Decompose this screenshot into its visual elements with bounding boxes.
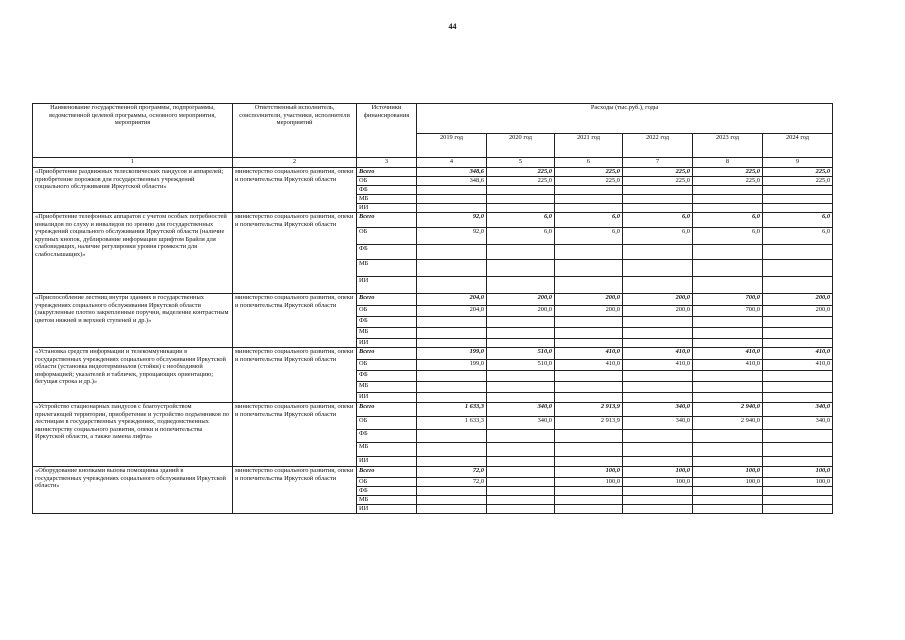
amount-cell <box>417 487 487 496</box>
amount-cell: 348,6 <box>417 177 487 186</box>
amount-cell <box>487 505 555 514</box>
amount-cell: 6,0 <box>623 228 693 245</box>
funding-source: Всего <box>357 168 417 177</box>
funding-source: ИИ <box>357 457 417 467</box>
amount-cell <box>555 457 623 467</box>
amount-cell: 410,0 <box>555 360 623 371</box>
amount-cell: 225,0 <box>763 177 833 186</box>
header-year: 2024 год <box>763 134 833 158</box>
amount-cell <box>623 204 693 213</box>
funding-source: ОБ <box>357 177 417 186</box>
funding-source: МБ <box>357 496 417 505</box>
amount-cell <box>623 317 693 328</box>
amount-cell <box>555 371 623 382</box>
table-row <box>33 348 833 360</box>
amount-cell <box>417 457 487 467</box>
amount-cell <box>623 371 693 382</box>
amount-cell <box>623 245 693 260</box>
amount-cell <box>555 204 623 213</box>
amount-cell: 100,0 <box>623 478 693 487</box>
amount-cell <box>487 277 555 294</box>
amount-cell <box>693 277 763 294</box>
amount-cell <box>763 393 833 403</box>
executor: министерство социального развития, опеки и попечительства Иркутской области <box>233 403 357 467</box>
funding-source: Всего <box>357 403 417 417</box>
amount-cell <box>555 443 623 457</box>
funding-source: МБ <box>357 443 417 457</box>
header-year: 2020 год <box>487 134 555 158</box>
amount-cell: 200,0 <box>763 306 833 317</box>
amount-cell: 700,0 <box>693 306 763 317</box>
amount-cell <box>555 245 623 260</box>
amount-cell <box>417 430 487 443</box>
amount-cell <box>763 339 833 348</box>
amount-cell: 200,0 <box>763 294 833 306</box>
amount-cell <box>763 487 833 496</box>
funding-source: ОБ <box>357 417 417 430</box>
amount-cell: 100,0 <box>693 478 763 487</box>
amount-cell: 410,0 <box>763 360 833 371</box>
funding-source: ИИ <box>357 204 417 213</box>
amount-cell <box>693 204 763 213</box>
table-row <box>33 168 833 177</box>
amount-cell <box>555 339 623 348</box>
amount-cell <box>417 277 487 294</box>
amount-cell: 2 913,9 <box>555 417 623 430</box>
amount-cell: 225,0 <box>623 168 693 177</box>
amount-cell: 72,0 <box>417 478 487 487</box>
amount-cell: 72,0 <box>417 467 487 478</box>
amount-cell <box>417 505 487 514</box>
amount-cell <box>763 457 833 467</box>
amount-cell <box>693 328 763 339</box>
amount-cell <box>693 505 763 514</box>
amount-cell <box>487 371 555 382</box>
funding-source: ОБ <box>357 478 417 487</box>
activity-name: «Приобретение раздвижных телескопических пандусов и аппарелей; приобретение порожков для государственных учреждений социального обслуживания Иркутской области» <box>33 168 233 213</box>
funding-source: Всего <box>357 213 417 228</box>
header-name: Наименование государственной программы, подпрограммы, ведомственной целевой программы, основного мероприятия, мероприятия <box>33 104 233 158</box>
funding-source: ФБ <box>357 430 417 443</box>
amount-cell <box>623 393 693 403</box>
funding-source: ИИ <box>357 505 417 514</box>
amount-cell <box>623 195 693 204</box>
column-number: 8 <box>693 158 763 168</box>
amount-cell <box>487 186 555 195</box>
table-row <box>33 467 833 478</box>
amount-cell: 6,0 <box>555 228 623 245</box>
amount-cell <box>417 371 487 382</box>
amount-cell <box>487 317 555 328</box>
amount-cell: 410,0 <box>623 348 693 360</box>
amount-cell: 410,0 <box>623 360 693 371</box>
amount-cell <box>487 382 555 393</box>
amount-cell: 225,0 <box>693 177 763 186</box>
amount-cell: 1 633,3 <box>417 403 487 417</box>
funding-source: МБ <box>357 328 417 339</box>
column-number: 4 <box>417 158 487 168</box>
amount-cell: 225,0 <box>555 177 623 186</box>
amount-cell <box>417 443 487 457</box>
amount-cell <box>487 467 555 478</box>
funding-source: ФБ <box>357 186 417 195</box>
amount-cell: 700,0 <box>693 294 763 306</box>
amount-cell: 340,0 <box>763 403 833 417</box>
executor: министерство социального развития, опеки и попечительства Иркутской области <box>233 213 357 294</box>
funding-source: ИИ <box>357 393 417 403</box>
amount-cell: 6,0 <box>693 228 763 245</box>
amount-cell <box>623 457 693 467</box>
header-source: Источники финансирования <box>357 104 417 158</box>
amount-cell <box>555 317 623 328</box>
amount-cell: 6,0 <box>763 213 833 228</box>
column-number: 3 <box>357 158 417 168</box>
amount-cell <box>555 382 623 393</box>
amount-cell <box>693 443 763 457</box>
column-number: 7 <box>623 158 693 168</box>
amount-cell: 199,0 <box>417 348 487 360</box>
amount-cell: 200,0 <box>623 306 693 317</box>
header-year: 2022 год <box>623 134 693 158</box>
amount-cell <box>555 186 623 195</box>
amount-cell <box>763 204 833 213</box>
amount-cell: 1 633,3 <box>417 417 487 430</box>
amount-cell <box>555 487 623 496</box>
amount-cell <box>623 277 693 294</box>
amount-cell <box>763 443 833 457</box>
amount-cell: 6,0 <box>693 213 763 228</box>
amount-cell <box>693 487 763 496</box>
amount-cell <box>693 245 763 260</box>
amount-cell: 225,0 <box>487 177 555 186</box>
amount-cell <box>417 186 487 195</box>
amount-cell <box>693 430 763 443</box>
amount-cell <box>487 478 555 487</box>
amount-cell <box>487 245 555 260</box>
amount-cell: 340,0 <box>487 403 555 417</box>
funding-source: МБ <box>357 382 417 393</box>
amount-cell <box>555 430 623 443</box>
activity-name: «Оборудование кнопками вызова помощника зданий в государственных учреждениях социального обслуживания Иркутской области» <box>33 467 233 514</box>
amount-cell <box>763 195 833 204</box>
amount-cell: 225,0 <box>623 177 693 186</box>
amount-cell: 340,0 <box>763 417 833 430</box>
header-year: 2019 год <box>417 134 487 158</box>
amount-cell: 100,0 <box>763 478 833 487</box>
amount-cell <box>623 328 693 339</box>
amount-cell: 410,0 <box>763 348 833 360</box>
funding-source: ФБ <box>357 371 417 382</box>
amount-cell: 2 940,0 <box>693 417 763 430</box>
funding-source: ФБ <box>357 317 417 328</box>
budget-table <box>32 103 833 514</box>
amount-cell: 410,0 <box>693 360 763 371</box>
amount-cell <box>623 260 693 277</box>
amount-cell <box>763 505 833 514</box>
amount-cell: 200,0 <box>487 294 555 306</box>
activity-name: «Приобретение телефонных аппаратов с учетом особых потребностей инвалидов по слуху и инвалидов по зрению для государственных учреждений социального обслуживания Иркутской области (наличие крупных кнопок, дублирование информации шрифтом Брайля для слабовидящих, наличие регулировки уровня громкости для слабослышащих)» <box>33 213 233 294</box>
amount-cell: 200,0 <box>555 294 623 306</box>
amount-cell <box>555 195 623 204</box>
funding-source: Всего <box>357 348 417 360</box>
executor: министерство социального развития, опеки и попечительства Иркутской области <box>233 294 357 348</box>
table-row <box>33 403 833 417</box>
amount-cell <box>487 260 555 277</box>
funding-source: ИИ <box>357 339 417 348</box>
amount-cell: 510,0 <box>487 360 555 371</box>
amount-cell: 225,0 <box>693 168 763 177</box>
amount-cell <box>693 317 763 328</box>
column-number: 2 <box>233 158 357 168</box>
amount-cell <box>693 186 763 195</box>
amount-cell: 225,0 <box>555 168 623 177</box>
amount-cell: 6,0 <box>623 213 693 228</box>
amount-cell: 6,0 <box>555 213 623 228</box>
amount-cell <box>763 277 833 294</box>
page-number: 44 <box>448 22 457 31</box>
funding-source: ОБ <box>357 228 417 245</box>
amount-cell <box>623 430 693 443</box>
amount-cell: 100,0 <box>555 467 623 478</box>
header-year: 2023 год <box>693 134 763 158</box>
amount-cell: 200,0 <box>555 306 623 317</box>
column-number: 5 <box>487 158 555 168</box>
amount-cell <box>763 371 833 382</box>
amount-cell <box>555 328 623 339</box>
amount-cell: 204,0 <box>417 306 487 317</box>
amount-cell: 200,0 <box>623 294 693 306</box>
amount-cell <box>693 496 763 505</box>
amount-cell <box>417 382 487 393</box>
amount-cell <box>417 260 487 277</box>
amount-cell: 6,0 <box>487 213 555 228</box>
amount-cell <box>417 339 487 348</box>
header-year: 2021 год <box>555 134 623 158</box>
amount-cell <box>693 260 763 277</box>
amount-cell: 2 940,0 <box>693 403 763 417</box>
amount-cell: 340,0 <box>623 417 693 430</box>
amount-cell <box>487 430 555 443</box>
table-row <box>33 294 833 306</box>
amount-cell <box>623 505 693 514</box>
funding-source: МБ <box>357 260 417 277</box>
amount-cell <box>693 393 763 403</box>
amount-cell: 340,0 <box>623 403 693 417</box>
amount-cell: 2 913,9 <box>555 403 623 417</box>
amount-cell <box>623 339 693 348</box>
header-expenses: Расходы (тыс.руб.), годы <box>417 104 833 134</box>
amount-cell <box>417 328 487 339</box>
amount-cell <box>623 186 693 195</box>
column-number: 1 <box>33 158 233 168</box>
amount-cell: 100,0 <box>623 467 693 478</box>
amount-cell <box>487 457 555 467</box>
executor: министерство социального развития, опеки и попечительства Иркутской области <box>233 168 357 213</box>
funding-source: ФБ <box>357 245 417 260</box>
amount-cell <box>623 496 693 505</box>
funding-source: ОБ <box>357 306 417 317</box>
executor: министерство социального развития, опеки и попечительства Иркутской области <box>233 348 357 403</box>
amount-cell <box>693 457 763 467</box>
amount-cell <box>555 393 623 403</box>
amount-cell <box>487 487 555 496</box>
amount-cell <box>763 430 833 443</box>
amount-cell: 204,0 <box>417 294 487 306</box>
amount-cell <box>417 204 487 213</box>
funding-source: Всего <box>357 294 417 306</box>
amount-cell: 510,0 <box>487 348 555 360</box>
amount-cell: 410,0 <box>693 348 763 360</box>
activity-name: «Установка средств информации и телекоммуникации в государственных учреждениях социального обслуживания Иркутской области (установка видеотерминалов (стойки) с необходимой информацией; указателей и табличек, упрощающих ориентацию; бегущая строка и др.)» <box>33 348 233 403</box>
amount-cell: 340,0 <box>487 417 555 430</box>
amount-cell <box>763 328 833 339</box>
amount-cell: 225,0 <box>487 168 555 177</box>
amount-cell: 100,0 <box>763 467 833 478</box>
amount-cell <box>417 195 487 204</box>
amount-cell <box>487 195 555 204</box>
amount-cell <box>487 339 555 348</box>
funding-source: ИИ <box>357 277 417 294</box>
funding-source: ФБ <box>357 487 417 496</box>
amount-cell <box>487 443 555 457</box>
amount-cell <box>623 443 693 457</box>
amount-cell <box>623 382 693 393</box>
amount-cell <box>417 317 487 328</box>
amount-cell: 410,0 <box>555 348 623 360</box>
amount-cell <box>763 496 833 505</box>
funding-source: ОБ <box>357 360 417 371</box>
amount-cell <box>693 371 763 382</box>
amount-cell: 92,0 <box>417 228 487 245</box>
amount-cell <box>763 245 833 260</box>
amount-cell <box>763 382 833 393</box>
amount-cell <box>555 496 623 505</box>
amount-cell <box>417 496 487 505</box>
header-executor: Ответственный исполнитель, соисполнители, участники, исполнители мероприятий <box>233 104 357 158</box>
amount-cell <box>487 393 555 403</box>
activity-name: «Приспособление лестниц внутри зданиях в государственных учреждениях социального обслуживания Иркутской области (закругленные плотно закрепленные поручни, выделение контрастным цветом нижней и верхней ступеней и др.)» <box>33 294 233 348</box>
amount-cell <box>693 195 763 204</box>
amount-cell: 100,0 <box>693 467 763 478</box>
amount-cell: 225,0 <box>763 168 833 177</box>
amount-cell <box>487 204 555 213</box>
amount-cell: 6,0 <box>763 228 833 245</box>
amount-cell <box>623 487 693 496</box>
amount-cell <box>487 328 555 339</box>
executor: министерство социального развития, опеки и попечительства Иркутской области <box>233 467 357 514</box>
amount-cell <box>555 277 623 294</box>
amount-cell: 348,6 <box>417 168 487 177</box>
amount-cell: 92,0 <box>417 213 487 228</box>
activity-name: «Устройство стационарных пандусов с благоустройством прилегающей территории, приобретение и устройство подъемников по лестницам в государственных учреждениях, подведомственных министерству социального развития, опеки и попечительства Иркутской области, а также замена лифта» <box>33 403 233 467</box>
amount-cell <box>555 260 623 277</box>
amount-cell: 200,0 <box>487 306 555 317</box>
column-number: 6 <box>555 158 623 168</box>
amount-cell <box>693 339 763 348</box>
amount-cell <box>763 186 833 195</box>
funding-source: МБ <box>357 195 417 204</box>
amount-cell: 6,0 <box>487 228 555 245</box>
amount-cell <box>763 260 833 277</box>
amount-cell <box>555 505 623 514</box>
amount-cell <box>487 496 555 505</box>
amount-cell: 199,0 <box>417 360 487 371</box>
amount-cell: 100,0 <box>555 478 623 487</box>
amount-cell <box>763 317 833 328</box>
table-row <box>33 213 833 228</box>
amount-cell <box>693 382 763 393</box>
amount-cell <box>417 393 487 403</box>
amount-cell <box>417 245 487 260</box>
column-number: 9 <box>763 158 833 168</box>
funding-source: Всего <box>357 467 417 478</box>
